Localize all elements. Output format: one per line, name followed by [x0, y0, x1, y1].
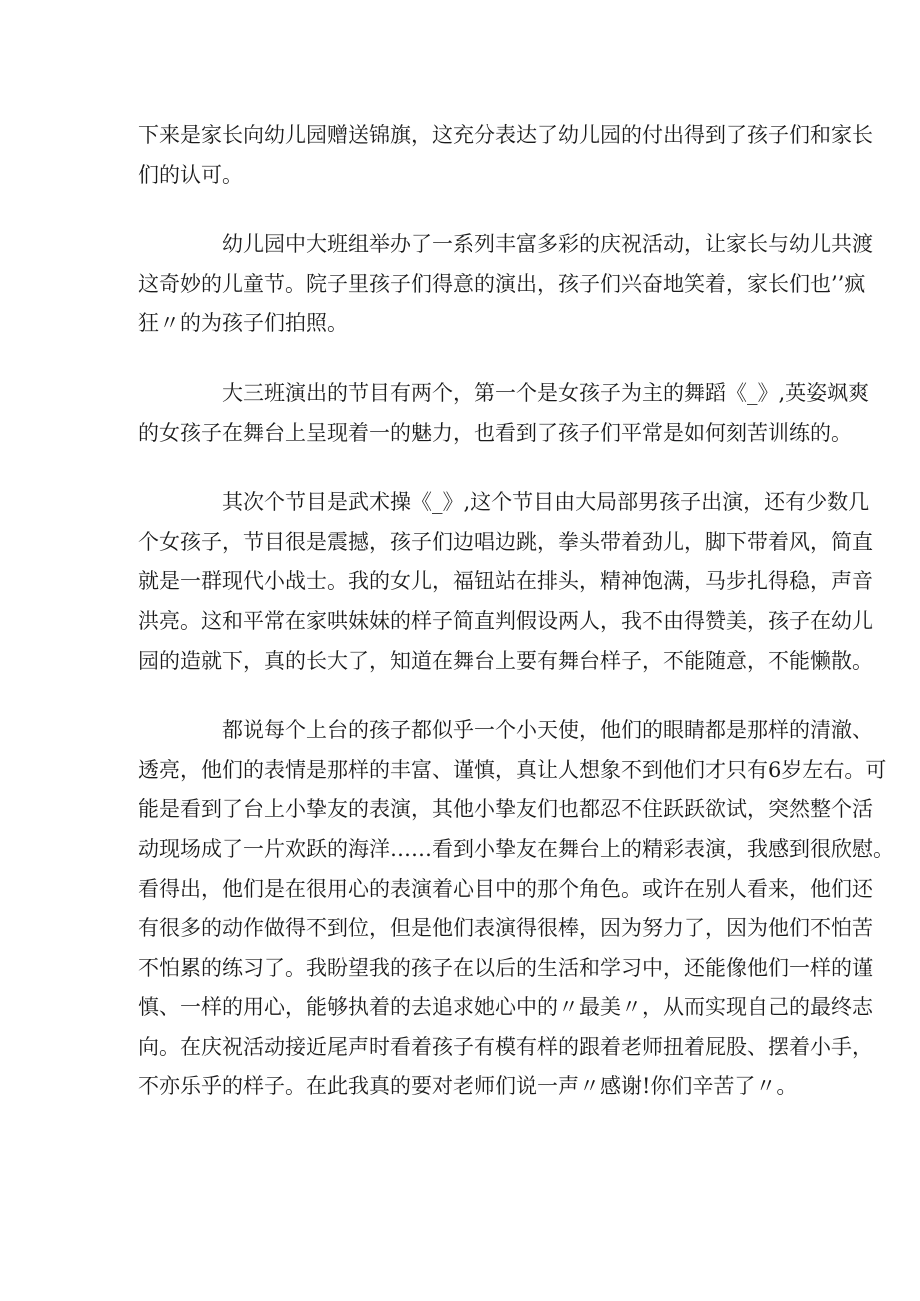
paragraph-3	[138, 374, 870, 453]
text-line: 幼儿园中大班组举办了一系列丰富多彩的庆祝活动，让家长与幼儿共渡	[222, 232, 873, 257]
text-line: 就是一群现代小战士。我的女儿，福钮站在排头，精神饱满，马步扎得稳，声音	[138, 569, 873, 594]
text-line: 都说每个上台的孩子都似乎一个小天使，他们的眼睛都是那样的清澈、	[222, 718, 873, 743]
paragraph-5	[138, 711, 894, 1107]
document-body	[138, 116, 894, 1107]
text-line: 狂〃的为孩子们拍照。	[138, 311, 348, 336]
text-line: 洪亮。这和平常在家哄妹妹的样子简直判假设两人，我不由得赞美，孩子在幼儿	[138, 608, 873, 633]
text-line: 们的认可。	[138, 162, 243, 187]
text-line: 园的造就下，真的长大了，知道在舞台上要有舞台样子，不能随意，不能懒散。	[138, 648, 873, 673]
paragraph-2	[138, 225, 873, 344]
paragraph-4	[138, 483, 873, 681]
paragraph-1	[138, 116, 873, 195]
text-line: 个女孩子，节目很是震撼，孩子们边唱边跳，拳头带着劲儿，脚下带着风，简直	[138, 529, 873, 554]
text-line: 慎、一样的用心，能够执着的去追求她心中的〃最美〃，从而实现自己的最终志	[138, 995, 873, 1020]
paragraph-gap	[138, 681, 798, 711]
text-line: 动现场成了一片欢跃的海洋……看到小挚友在舞台上的精彩表演，我感到很欣慰。	[138, 836, 894, 861]
text-line: 这奇妙的儿童节。院子里孩子们得意的演出，孩子们兴奋地笑着，家长们也’’疯	[138, 271, 866, 296]
text-line: 下来是家长向幼儿园赠送锦旗，这充分表达了幼儿园的付出得到了孩子们和家长	[138, 123, 873, 147]
paragraph-gap	[138, 195, 798, 225]
paragraph-gap	[138, 344, 798, 374]
text-line: 的女孩子在舞台上呈现着一的魅力，也看到了孩子们平常是如何刻苦训练的。	[138, 420, 852, 445]
text-line: 其次个节目是武术操《_》,这个节目由大局部男孩子出演，还有少数几	[222, 490, 870, 515]
text-line: 透亮，他们的表情是那样的丰富、谨慎，真让人想象不到他们才只有6岁左右。可	[138, 757, 887, 782]
text-line: 向。在庆祝活动接近尾声时看着孩子有模有样的跟着老师扭着屁股、摆着小手，	[138, 1034, 873, 1059]
text-line: 有很多的动作做得不到位，但是他们表演得很棒，因为努力了，因为他们不怕苦	[138, 916, 873, 941]
text-line: 不怕累的练习了。我盼望我的孩子在以后的生活和学习中，还能像他们一样的谨	[138, 955, 873, 980]
paragraph-gap	[138, 453, 798, 483]
text-line: 不亦乐乎的样子。在此我真的要对老师们说一声〃感谢!你们辛苦了〃。	[138, 1074, 798, 1099]
text-line: 看得出，他们是在很用心的表演着心目中的那个角色。或许在别人看来，他们还	[138, 876, 873, 901]
text-line: 大三班演出的节目有两个，第一个是女孩子为主的舞蹈《_》,英姿飒爽	[222, 380, 870, 405]
text-line: 能是看到了台上小挚友的表演，其他小挚友们也都忍不住跃跃欲试，突然整个活	[138, 797, 873, 822]
